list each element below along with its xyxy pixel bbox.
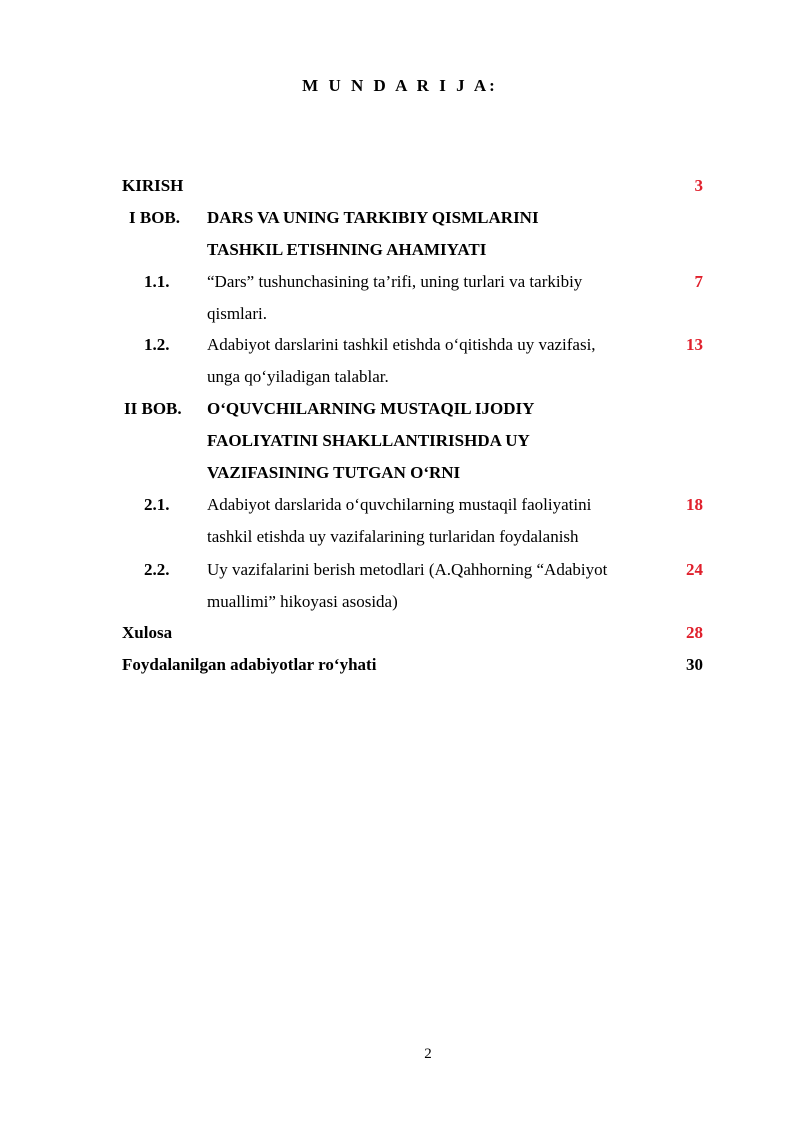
toc-section-2-2-line1[interactable]: Uy vazifalarini berish metodlari (A.Qahhorning “Adabiyot — [207, 560, 608, 579]
toc-chapter-2-title-line3[interactable]: VAZIFASINING TUTGAN O‘RNI — [207, 463, 461, 482]
toc-section-2-2-number: 2.2. — [144, 560, 170, 579]
toc-section-1-1-line1[interactable]: “Dars” tushunchasining ta’rifi, uning turlari va tarkibiy — [207, 272, 583, 291]
toc-entry-bibliography-page[interactable]: 30 — [686, 655, 703, 674]
toc-entry-kirish-label[interactable]: KIRISH — [122, 176, 184, 195]
toc-entry-bibliography-label[interactable]: Foydalanilgan adabiyotlar ro‘yhati — [122, 655, 377, 674]
toc-section-1-1-line2[interactable]: qismlari. — [207, 304, 267, 323]
toc-chapter-2-number: II BOB. — [124, 399, 182, 418]
toc-section-2-2-page[interactable]: 24 — [686, 560, 703, 579]
toc-section-1-2-number: 1.2. — [144, 335, 170, 354]
toc-section-1-1-page[interactable]: 7 — [694, 272, 703, 291]
toc-entry-xulosa-label[interactable]: Xulosa — [122, 623, 173, 642]
document-title: M U N D A R I J A: — [302, 76, 498, 95]
toc-chapter-1-title-line2[interactable]: TASHKIL ETISHNING AHAMIYATI — [207, 240, 487, 259]
toc-section-1-2-line2[interactable]: unga qo‘yiladigan talablar. — [207, 367, 389, 386]
toc-section-2-1-page[interactable]: 18 — [686, 495, 703, 514]
page-number: 2 — [424, 1046, 432, 1062]
toc-section-1-1-number: 1.1. — [144, 272, 170, 291]
toc-chapter-2-title-line2[interactable]: FAOLIYATINI SHAKLLANTIRISHDA UY — [207, 431, 530, 450]
toc-section-1-2-page[interactable]: 13 — [686, 335, 703, 354]
toc-section-2-2-line2[interactable]: muallimi” hikoyasi asosida) — [207, 592, 398, 611]
toc-section-2-1-line1[interactable]: Adabiyot darslarida o‘quvchilarning mustaqil faoliyatini — [207, 495, 592, 514]
toc-entry-xulosa-page[interactable]: 28 — [686, 623, 703, 642]
toc-chapter-1-number: I BOB. — [129, 208, 181, 227]
toc-section-2-1-line2[interactable]: tashkil etishda uy vazifalarining turlaridan foydalanish — [207, 527, 579, 546]
toc-section-2-1-number: 2.1. — [144, 495, 170, 514]
toc-section-1-2-line1[interactable]: Adabiyot darslarini tashkil etishda o‘qitishda uy vazifasi, — [207, 335, 596, 354]
toc-entry-kirish-page[interactable]: 3 — [694, 176, 703, 195]
toc-chapter-1-title-line1[interactable]: DARS VA UNING TARKIBIY QISMLARINI — [207, 208, 539, 227]
toc-chapter-2-title-line1[interactable]: O‘QUVCHILARNING MUSTAQIL IJODIY — [207, 399, 535, 418]
